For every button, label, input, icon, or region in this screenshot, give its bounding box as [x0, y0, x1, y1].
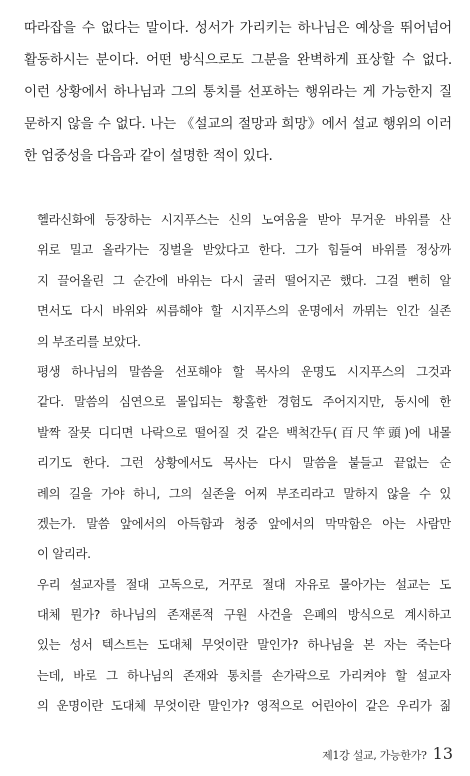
quote-line: 면서도 다시 바위와 씨름해야 할 시지푸스의 운명에서 까뮈는 인간 실존 — [37, 303, 451, 319]
quote-line: 의 부조리를 보았다. — [37, 333, 141, 349]
quote-line: 있는 성서 텍스트는 도대체 무엇이란 말인가? 하나님을 본 자는 죽는다 — [37, 637, 451, 653]
body-line: 이런 상황에서 하나님과 그의 통치를 선포하는 행위라는 게 가능한지 질 — [24, 84, 452, 100]
quote-line: 헬라신화에 등장하는 시지푸스는 신의 노여움을 받아 무거운 바위를 산 — [37, 212, 451, 227]
block-quote — [37, 210, 451, 727]
quote-line: 우리 설교자를 절대 고독으로, 거꾸로 절대 자유로 몰아가는 설교는 도 — [37, 576, 451, 592]
quote-line: 발짝 잘못 디디면 나락으로 떨어질 것 같은 백척간두(百尺竿頭)에 내몰 — [37, 424, 451, 440]
body-line: 문하지 않을 수 없다. 나는 《설교의 절망과 희망》에서 설교 행위의 이러 — [24, 116, 452, 132]
body-line: 따라잡을 수 없다는 말이다. 성서가 가리키는 하나님은 예상을 뛰어넘어 — [24, 20, 452, 36]
body-line: 한 엄중성을 다음과 같이 설명한 적이 있다. — [24, 148, 273, 164]
quote-line: 는데, 바로 그 하나님의 존재와 통치를 손가락으로 가리켜야 할 설교자 — [37, 667, 451, 683]
quote-line: 례의 길을 가야 하니, 그의 실존을 어찌 부조리라고 말하지 않을 수 있 — [37, 485, 451, 501]
quote-line: 이 알리라. — [37, 546, 91, 562]
body-line: 활동하시는 분이다. 어떤 방식으로도 그분을 완벽하게 표상할 수 없다. — [24, 52, 452, 68]
page-number: 13 — [432, 744, 453, 763]
quote-line: 리기도 한다. 그런 상황에서도 목사는 다시 말씀을 붙들고 끝없는 순 — [37, 455, 451, 471]
quote-line: 겠는가. 말씀 앞에서의 아득함과 청중 앞에서의 막막함은 아는 사람만 — [37, 515, 451, 531]
quote-line: 평생 하나님의 말씀을 선포해야 할 목사의 운명도 시지푸스의 그것과 — [37, 363, 451, 379]
quote-line: 지 끌어올린 그 순간에 바위는 다시 굴러 떨어지곤 했다. 그걸 뻔히 알 — [37, 272, 451, 288]
body-paragraph — [24, 17, 452, 177]
quote-line: 같다. 말씀의 심연으로 몰입되는 황홀한 경험도 주어지지만, 동시에 한 — [37, 394, 451, 410]
quote-line: 대체 뭔가? 하나님의 존재론적 구원 사건을 은폐의 방식으로 계시하고 — [37, 607, 451, 623]
page-footer — [322, 744, 453, 763]
quote-line: 위로 밀고 올라가는 징벌을 받았다고 한다. 그가 힘들여 바위를 정상까 — [37, 242, 451, 258]
quote-line: 의 운명이란 도대체 무엇이란 말인가? 영적으로 어린아이 같은 우리가 짊 — [37, 698, 451, 714]
running-title: 제1강 설교, 가능한가? — [322, 749, 427, 762]
